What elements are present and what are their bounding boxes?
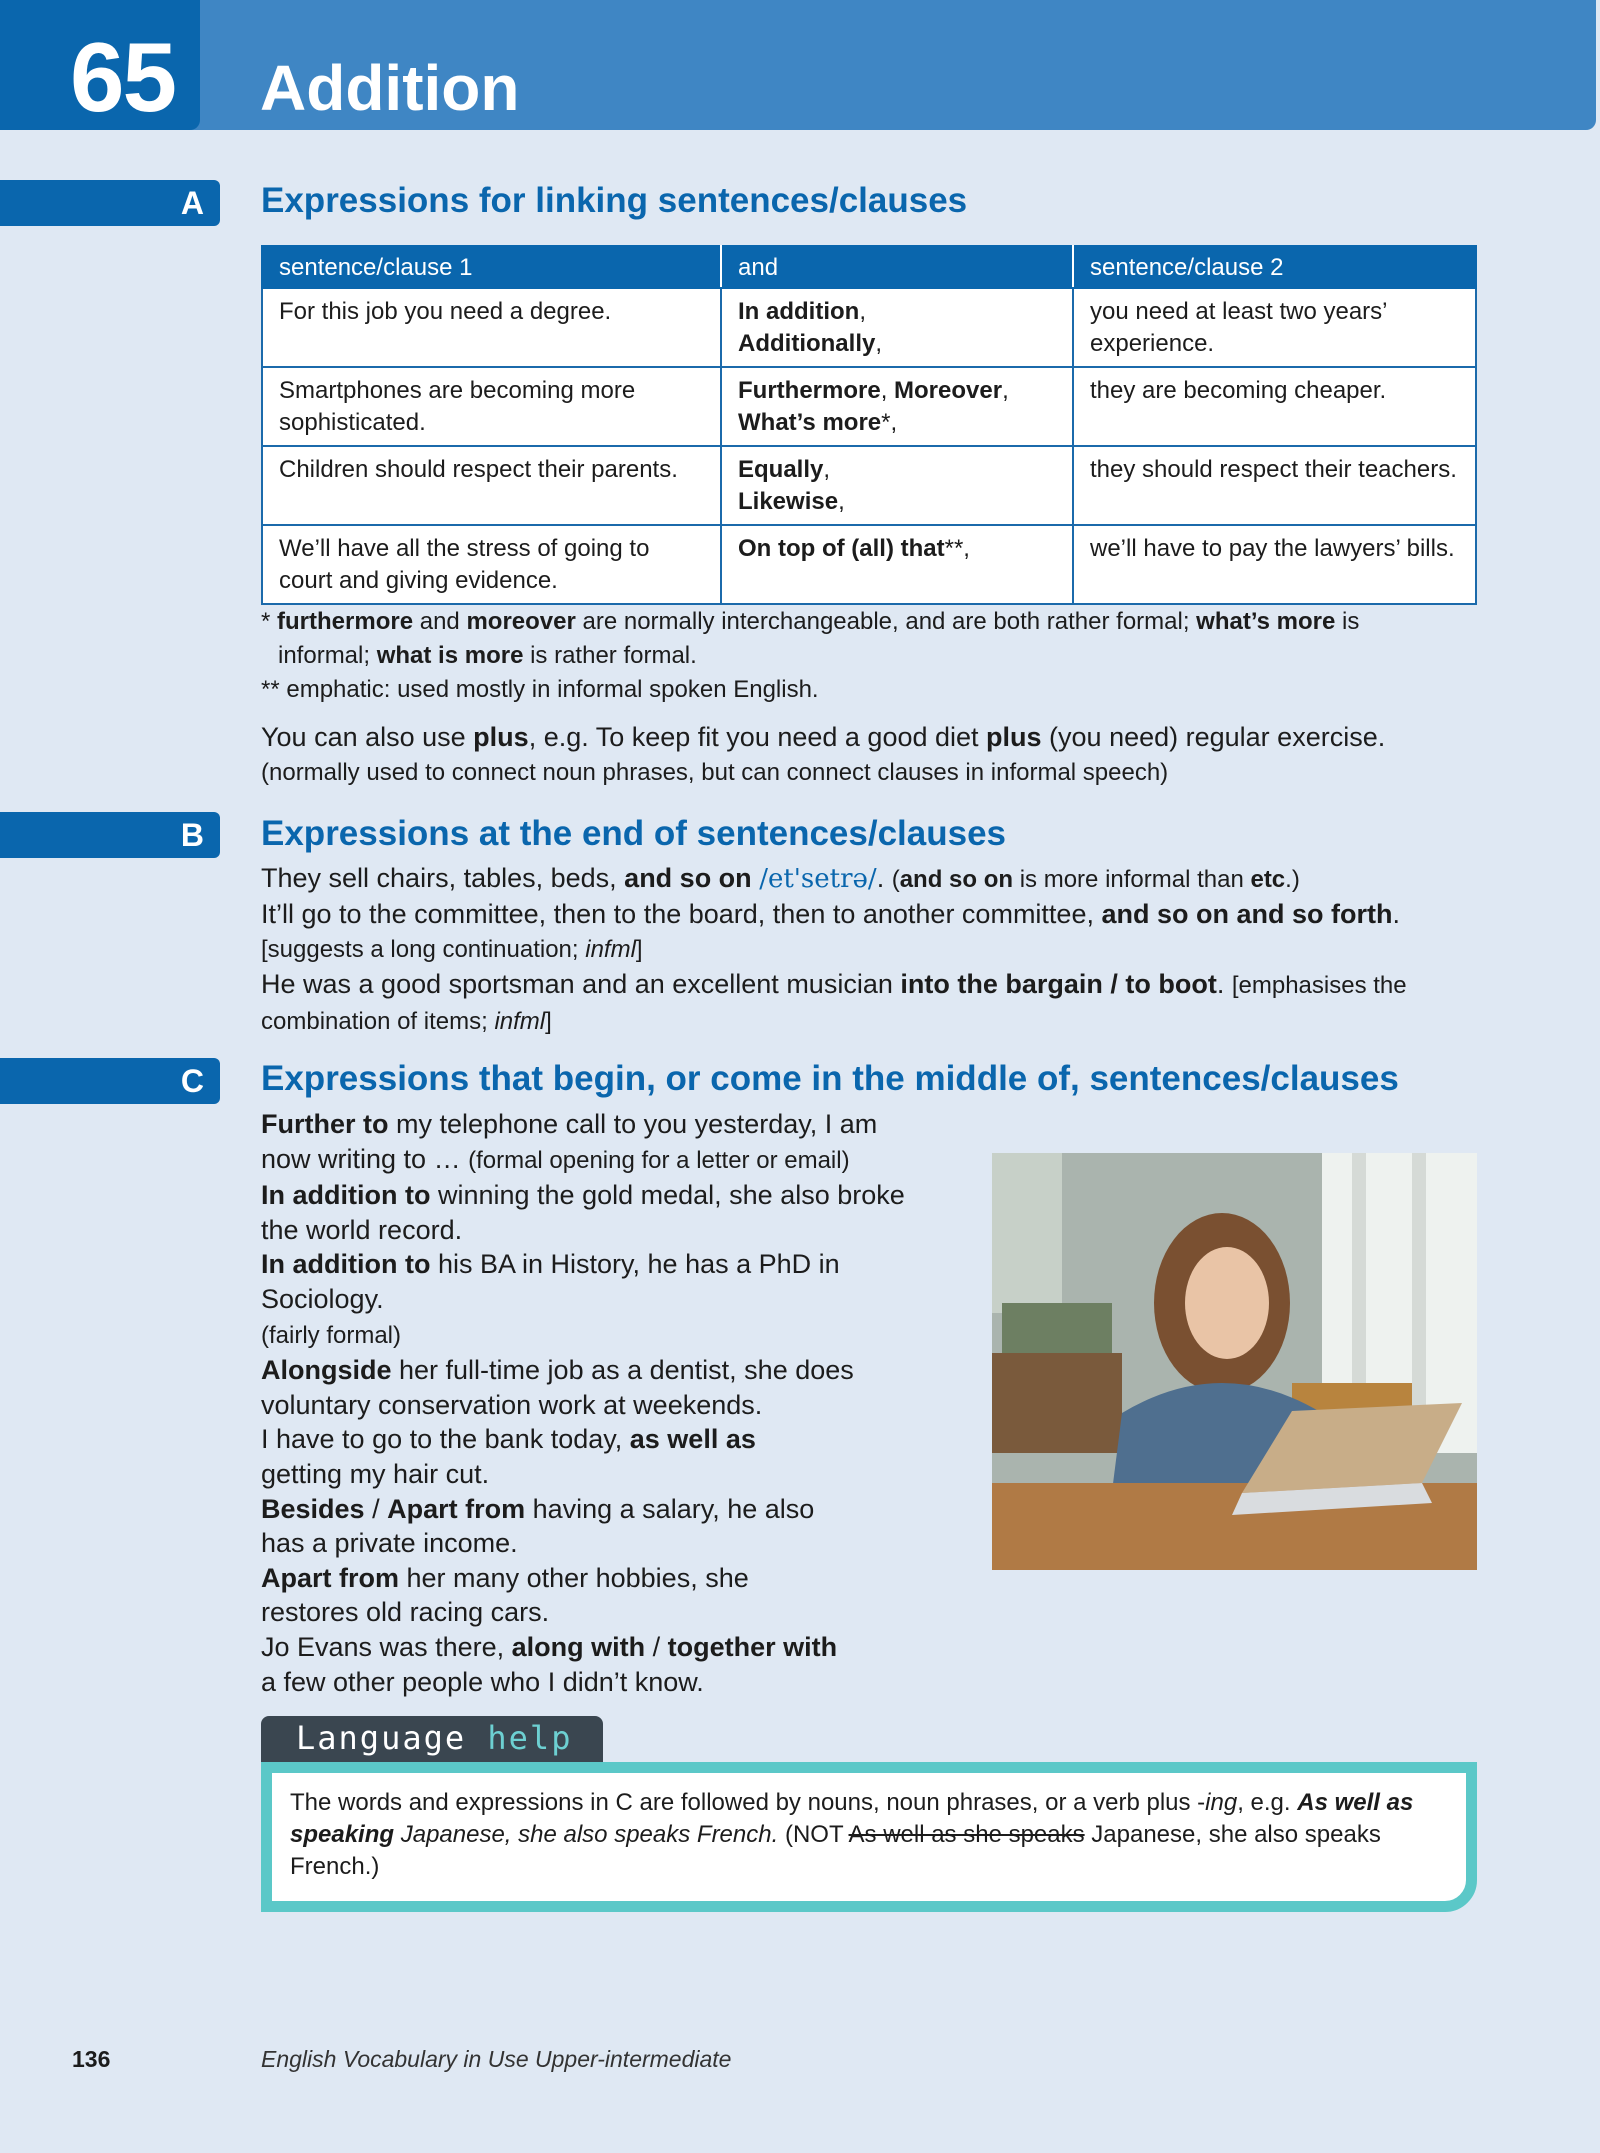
- example-line: Further to my telephone call to you yesterday, I am now writing to … (formal opening for a letter or email): [261, 1109, 878, 1174]
- table-row: [262, 367, 1476, 446]
- section-c-body: [261, 1107, 961, 1699]
- table-header: sentence/clause 2: [1073, 246, 1476, 288]
- section-tab-b: [0, 812, 220, 858]
- language-help-label: Language: [296, 1719, 467, 1757]
- usage-note: [suggests a long continuation; infml]: [261, 936, 643, 963]
- table-cell: Furthermore, Moreover, What’s more*,: [721, 367, 1073, 446]
- table-cell: For this job you need a degree.: [262, 288, 721, 367]
- example-line: In addition to winning the gold medal, she also broke the world record.: [261, 1180, 905, 1245]
- example-line: He was a good sportsman and an excellent musician into the bargain / to boot. [emphasises the combination of items; infml]: [261, 969, 1407, 1035]
- linker: Furthermore: [738, 377, 881, 404]
- linker: What’s more: [738, 409, 882, 436]
- table-header-row: [262, 246, 1476, 288]
- linker: Equally: [738, 456, 824, 483]
- example-line: Alongside her full-time job as a dentist, she does voluntary conservation work at weekends.: [261, 1355, 854, 1420]
- unit-title: Addition: [260, 52, 520, 124]
- unit-number: 65: [70, 22, 176, 132]
- linker: Additionally: [738, 330, 876, 357]
- language-help-label-accent: help: [487, 1719, 573, 1757]
- photo-woman-using-laptop: [992, 1153, 1477, 1570]
- table-cell: we’ll have to pay the lawyers’ bills.: [1073, 525, 1476, 604]
- example-line: They sell chairs, tables, beds, and so on /et'setrə/. (and so on is more informal than etc.): [261, 863, 1300, 894]
- footnote-2: ** emphatic: used mostly in informal spoken English.: [261, 676, 819, 703]
- section-b-body: [261, 861, 1461, 1039]
- table-header: sentence/clause 1: [262, 246, 721, 288]
- example-line: Apart from her many other hobbies, she restores old racing cars.: [261, 1562, 749, 1628]
- phonetic-transcription: /et'setrə/: [759, 864, 877, 894]
- example-line: It’ll go to the committee, then to the board, then to another committee, and so on and so forth.: [261, 899, 1400, 929]
- section-letter-c: C: [180, 1063, 204, 1099]
- language-help-text: The words and expressions in C are followed by nouns, noun phrases, or a verb plus -ing, e.g. As well as speaking Japanese, she also speaks French. (NOT As well as she speaks Japanese, she also speaks French.): [290, 1789, 1414, 1880]
- section-tab-a: [0, 180, 220, 226]
- table-header: and: [721, 246, 1073, 288]
- table-row: [262, 288, 1476, 367]
- table-cell: Equally, Likewise,: [721, 446, 1073, 525]
- language-help-box: [261, 1762, 1477, 1912]
- footnote-1: * furthermore and moreover are normally interchangeable, and are both rather formal; what’s more is: [261, 608, 1360, 635]
- example-line: Jo Evans was there, along with / together with a few other people who I didn’t know.: [261, 1631, 838, 1697]
- footnote-1-continued: informal; what is more is rather formal.: [278, 642, 697, 669]
- section-tab-c: [0, 1058, 220, 1104]
- example-line: I have to go to the bank today, as well as getting my hair cut.: [261, 1424, 756, 1489]
- table-cell: In addition, Additionally,: [721, 288, 1073, 367]
- linking-expressions-table: [261, 245, 1477, 605]
- table-cell: they are becoming cheaper.: [1073, 367, 1476, 446]
- table-cell: We’ll have all the stress of going to court and giving evidence.: [262, 525, 721, 604]
- section-letter-a: A: [180, 185, 204, 221]
- page-number: 136: [72, 2046, 111, 2072]
- unit-header: [0, 0, 1596, 130]
- section-heading-a: Expressions for linking sentences/clauses: [261, 181, 968, 220]
- example-line: In addition to his BA in History, he has a PhD in Sociology. (fairly formal): [261, 1249, 840, 1349]
- unit-number-box: [0, 0, 200, 130]
- table-footnotes: [261, 605, 1461, 707]
- section-heading-b: Expressions at the end of sentences/clauses: [261, 814, 1007, 853]
- table-cell: Children should respect their parents.: [262, 446, 721, 525]
- table-cell: Smartphones are becoming more sophisticated.: [262, 367, 721, 446]
- language-help-tab: [261, 1716, 603, 1762]
- table-row: [262, 525, 1476, 604]
- table-cell: they should respect their teachers.: [1073, 446, 1476, 525]
- linker: On top of (all) that: [738, 535, 945, 562]
- linker: Likewise: [738, 488, 839, 515]
- table-cell: On top of (all) that**,: [721, 525, 1073, 604]
- section-letter-b: B: [180, 817, 204, 853]
- linker: In addition: [738, 298, 860, 325]
- section-heading-c: Expressions that begin, or come in the middle of, sentences/clauses: [261, 1059, 1399, 1098]
- table-row: [262, 446, 1476, 525]
- book-title: English Vocabulary in Use Upper-intermediate: [261, 2046, 732, 2072]
- plus-paragraph: You can also use plus, e.g. To keep fit you need a good diet plus (you need) regular exercise. (normally used to connect noun phrases, but can connect clauses in informal speech): [261, 722, 1386, 786]
- linker: Moreover: [894, 377, 1003, 404]
- example-line: Besides / Apart from having a salary, he also has a private income.: [261, 1493, 815, 1559]
- table-cell: you need at least two years’ experience.: [1073, 288, 1476, 367]
